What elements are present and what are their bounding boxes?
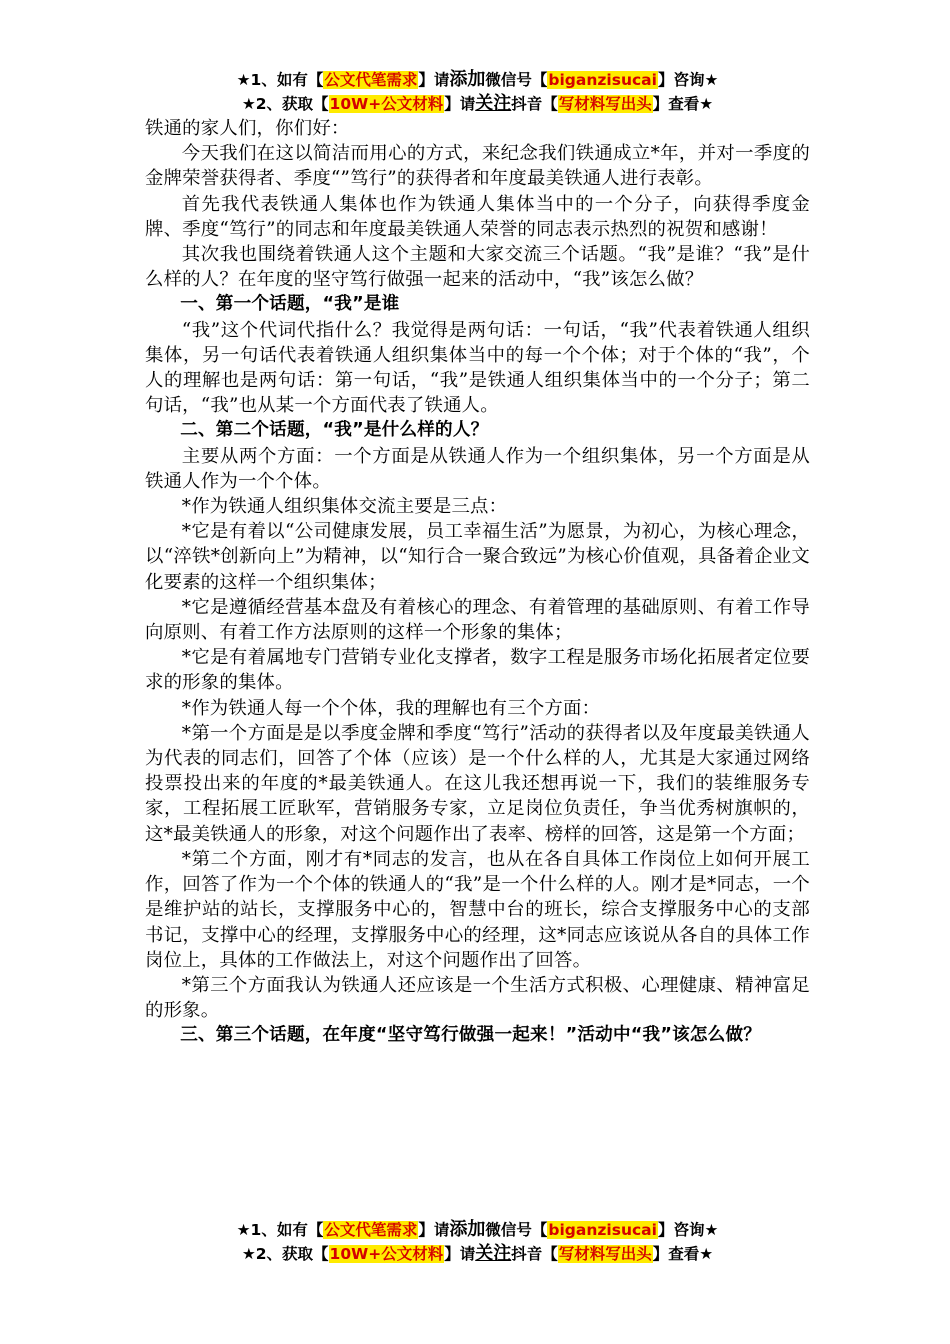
paragraph: *第一个方面是是以季度金牌和季度“笃行”活动的获得者以及年度最美铁通人为代表的同志们，回答了个体（应该）是一个什么样的人，尤其是大家通过网络投票投出来的年度的*最美铁通人。在这儿我还想再说一下，我们的装维服务专家，工程拓展工匠耿军，营销服务专家，立足岗位负责任，争当优秀树旗帜的，这*最美铁通人的形象，对这个问题作出了表率、榜样的回答，这是第一个方面； — [145, 722, 810, 845]
star-icon: ★ — [236, 71, 251, 89]
star-icon: ★ — [241, 95, 256, 113]
promo-wechat-id: biganzisucai — [548, 1221, 657, 1239]
paragraph: “我”这个代词代指什么？我觉得是两句话：一句话，“我”代表着铁通人组织集体，另一句话代表着铁通人组织集体当中的每一个个体；对于个体的“我”，个人的理解也是两句话：第一句话，“我”是铁通人组织集体当中的一个分子；第二句话，“我”也从某一个方面代表了铁通人。 — [145, 319, 810, 417]
paragraph: *作为铁通人组织集体交流主要是三点： — [181, 496, 508, 518]
paragraph: 今天我们在这以简洁而用心的方式，来纪念我们铁通成立*年，并对一季度的金牌荣誉获得者、季度“”笃行”的获得者和年度最美铁通人进行表彰。 — [145, 143, 810, 190]
section-heading-3: 三、第三个话题，在年度“坚守笃行做强一起来！”活动中“我”该怎么做？ — [180, 1025, 762, 1046]
star-icon: ★ — [241, 1245, 256, 1263]
speech-body — [145, 116, 810, 1049]
promo-highlight: 公文代笔需求 — [324, 71, 418, 89]
promo-highlight: 10W+公文材料 — [329, 1245, 444, 1263]
promo-douyin-id: 写材料写出头 — [558, 1245, 652, 1263]
paragraph: *它是有着属地专门营销专业化支撑者，数字工程是服务市场化拓展者定位要求的形象的集体。 — [145, 647, 810, 694]
promo-line-2: ★2、获取【10W+公文材料】请关注抖音【写材料写出头】查看★ — [241, 93, 714, 114]
paragraph: 主要从两个方面：一个方面是从铁通人作为一个组织集体，另一个方面是从铁通人作为一个个体。 — [145, 445, 810, 492]
paragraph: *它是遵循经营基本盘及有着核心的理念、有着管理的基础原则、有着工作导向原则、有着工作方法原则的这样一个形象的集体； — [145, 596, 810, 644]
greeting: 铁通的家人们，你们好： — [145, 118, 350, 139]
paragraph: 首先我代表铁通人集体也作为铁通人集体当中的一个分子，向获得季度金牌、季度“笃行”的同志和年度最美铁通人荣誉的同志表示热烈的祝贺和感谢！ — [145, 193, 810, 240]
document-page — [145, 68, 810, 1049]
promo-wechat-id: biganzisucai — [548, 71, 657, 89]
promo-line-1: ★1、如有【公文代笔需求】请添加微信号【biganzisucai】咨询★ — [236, 69, 719, 90]
section-heading-2: 二、第二个话题，“我”是什么样的人？ — [180, 420, 489, 441]
paragraph: *第三个方面我认为铁通人还应该是一个生活方式积极、心理健康、精神富足的形象。 — [145, 974, 810, 1022]
promo-highlight: 10W+公文材料 — [329, 95, 444, 113]
paragraph: 其次我也围绕着铁通人这个主题和大家交流三个话题。“我”是谁？“我”是什么样的人？在年度的坚守笃行做强一起来的活动中，“我”该怎么做？ — [145, 244, 810, 291]
paragraph: *作为铁通人每一个个体，我的理解也有三个方面： — [181, 697, 601, 719]
promo-highlight: 公文代笔需求 — [324, 1221, 418, 1239]
promo-line-1: ★1、如有【公文代笔需求】请添加微信号【biganzisucai】咨询★ — [236, 1219, 719, 1240]
section-heading-1: 一、第一个话题，“我”是谁 — [180, 294, 400, 315]
paragraph: *它是有着以“公司健康发展，员工幸福生活”为愿景，为初心，为核心理念，以“淬铁*创新向上”为精神，以“知行合一聚合致远”为核心价值观，具备着企业文化要素的这样一个组织集体； — [145, 521, 810, 593]
promo-footer — [145, 1218, 810, 1266]
promo-douyin-id: 写材料写出头 — [558, 95, 652, 113]
promo-line-2: ★2、获取【10W+公文材料】请关注抖音【写材料写出头】查看★ — [241, 1243, 714, 1264]
star-icon: ★ — [236, 1221, 251, 1239]
paragraph: *第二个方面，刚才有*同志的发言，也从在各自具体工作岗位上如何开展工作，回答了作为一个个体的铁通人的“我”是一个什么样的人。刚才是*同志，一个是维护站的站长，支撑服务中心的，智慧中台的班长，综合支撑服务中心的支部书记，支撑中心的经理，支撑服务中心的经理，这*同志应该说从各自的具体工作岗位上，具体的工作做法上，对这个问题作出了回答。 — [145, 848, 810, 971]
